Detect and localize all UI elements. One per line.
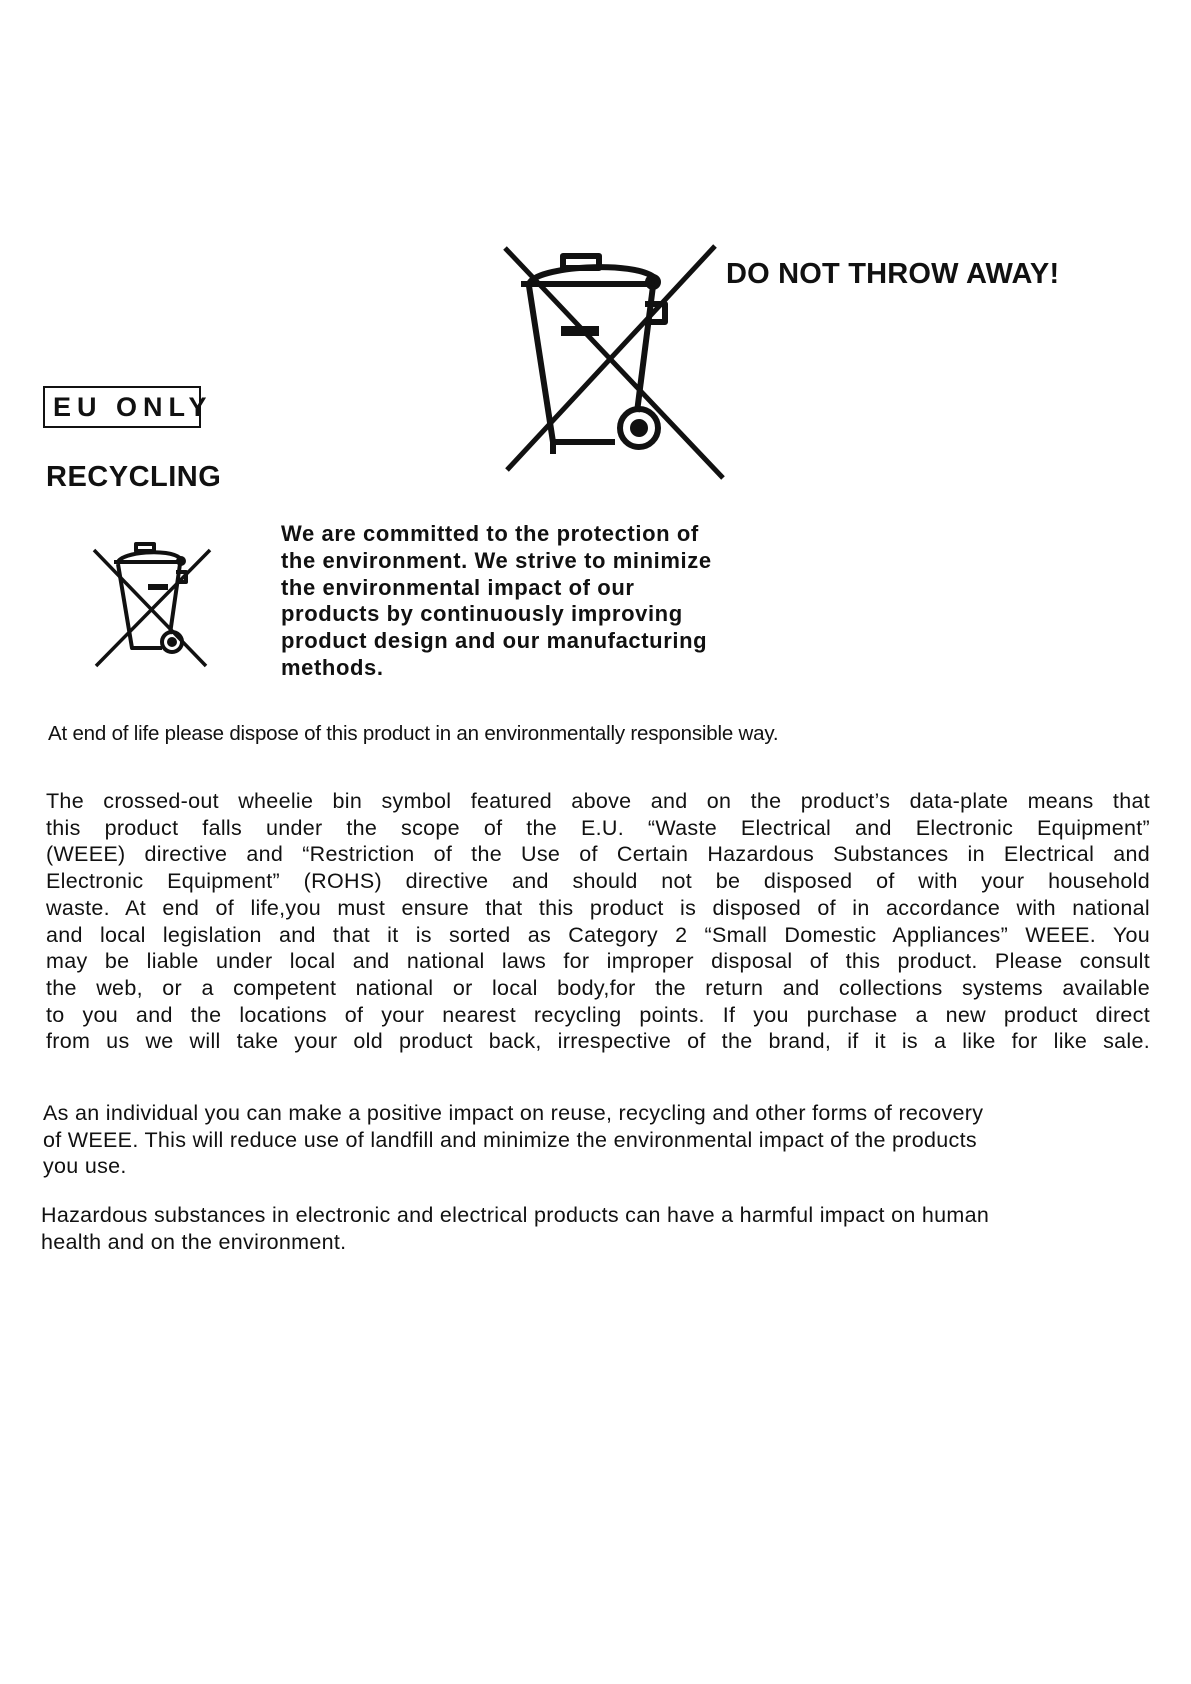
weee-paragraph [46, 788, 1150, 1055]
paragraph-line: Electronic Equipment” (ROHS) directive and should not be disposed of with your household [46, 869, 1150, 894]
paragraph-line: health and on the environment. [41, 1229, 347, 1254]
commitment-line: products by continuously improving [281, 601, 683, 627]
paragraph-line: the web, or a competent national or local body,for the return and collections systems available [46, 975, 1150, 1000]
paragraph-line: from us we will take your old product back, irrespective of the brand, if it is a like for like sale. [46, 1029, 1150, 1054]
hazardous-substances-paragraph [41, 1202, 1161, 1255]
paragraph-line: this product falls under the scope of the E.U. “Waste Electrical and Electronic Equipment” [46, 815, 1150, 840]
paragraph-line: As an individual you can make a positive impact on reuse, recycling and other forms of recovery [43, 1101, 984, 1125]
commitment-line: the environment. We strive to minimize [281, 547, 712, 573]
individual-impact-paragraph [43, 1100, 1153, 1180]
paragraph-line: may be liable under local and national laws for improper disposal of this product. Please consult [46, 949, 1150, 974]
end-of-life-note: At end of life please dispose of this product in an environmentally responsible way. [48, 722, 779, 745]
commitment-statement [281, 521, 801, 682]
paragraph-line: you use. [43, 1154, 127, 1179]
paragraph-line: waste. At end of life,you must ensure that this product is disposed of in accordance with national [46, 895, 1150, 920]
paragraph-line: and local legislation and that it is sorted as Category 2 “Small Domestic Appliances” WEEE. You [46, 922, 1150, 947]
eu-only-label: EU ONLY [43, 386, 201, 428]
crossed-out-wheelie-bin-icon [495, 242, 735, 482]
commitment-line: methods. [281, 654, 384, 680]
crossed-out-wheelie-bin-icon [88, 538, 216, 668]
paragraph-line: of WEEE. This will reduce use of landfill and minimize the environmental impact of the products [43, 1127, 977, 1152]
commitment-line: the environmental impact of our [281, 574, 635, 600]
paragraph-line: The crossed-out wheelie bin symbol featured above and on the product’s data-plate means that [46, 789, 1150, 813]
commitment-line: product design and our manufacturing [281, 628, 708, 654]
paragraph-line: (WEEE) directive and “Restriction of the Use of Certain Hazardous Substances in Electrical and [46, 842, 1150, 867]
paragraph-line: to you and the locations of your nearest recycling points. If you purchase a new product direct [46, 1002, 1150, 1027]
do-not-throw-away-heading: DO NOT THROW AWAY! [726, 258, 1060, 290]
commitment-line: We are committed to the protection of [281, 521, 699, 546]
paragraph-line: Hazardous substances in electronic and electrical products can have a harmful impact on human [41, 1203, 990, 1227]
recycling-title: RECYCLING [46, 461, 222, 493]
